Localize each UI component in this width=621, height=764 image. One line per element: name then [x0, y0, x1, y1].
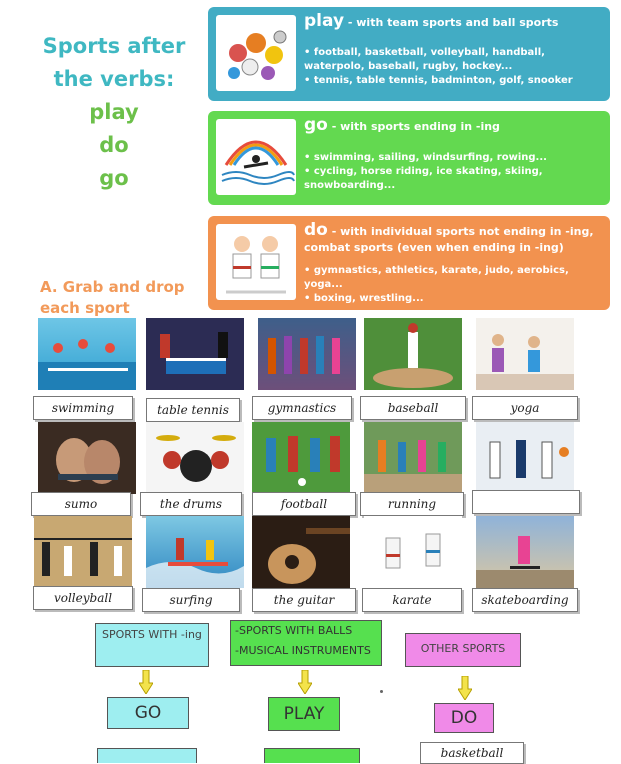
title-line-2: the verbs: [53, 67, 175, 91]
category-other: OTHER SPORTS [405, 633, 521, 667]
list-item: • gymnastics, athletics, karate, judo, aerobics, yoga... [304, 264, 604, 292]
play-drop-zone[interactable]: PLAY [268, 697, 340, 731]
sport-label-card[interactable]: surfing [142, 588, 240, 612]
title-line-1: Sports after [42, 34, 186, 58]
surfing-photo [146, 516, 244, 588]
list-item: • cycling, horse riding, ice skating, skiing, snowboarding... [304, 165, 604, 193]
go-heading [304, 117, 604, 135]
sport-label-card[interactable]: basketball [420, 742, 524, 764]
do-verb: do [304, 220, 328, 240]
list-item: • tennis, table tennis, badminton, golf, snooker [304, 74, 604, 88]
sport-label-card[interactable]: volleyball [33, 586, 133, 610]
swimming-photo [38, 318, 136, 390]
guitar-photo [252, 516, 350, 588]
verb-go: go [99, 166, 129, 190]
category-balls-line-1: -SPORTS WITH BALLS [235, 624, 353, 637]
activity-heading [40, 277, 185, 319]
play-desc: - with team sports and ball sports [347, 16, 559, 29]
verb-do: do [99, 133, 129, 157]
do-list [304, 264, 604, 306]
sport-label-card[interactable]: football [252, 492, 356, 516]
arrow-down-icon [139, 670, 153, 694]
swimmer-icon [216, 119, 296, 195]
do-desc: - with individual sports not ending in -ing, combat sports (even when ending in -ing) [304, 225, 594, 254]
list-item: • swimming, sailing, windsurfing, rowing... [304, 151, 604, 165]
baseball-photo [364, 318, 462, 390]
running-photo [364, 422, 462, 494]
table-tennis-photo [146, 318, 244, 390]
arrow-down-icon [458, 676, 472, 700]
sport-label-card[interactable]: skateboarding [472, 588, 578, 612]
gymnastics-photo [258, 318, 356, 390]
sport-label-card[interactable] [472, 490, 580, 514]
sport-label-card[interactable]: the guitar [252, 588, 356, 612]
play-verb: play [304, 11, 345, 31]
sport-label-card[interactable]: gymnastics [252, 396, 352, 420]
do-drop-zone[interactable]: DO [434, 703, 494, 733]
karate-photo [364, 516, 462, 588]
skateboarding-photo [476, 516, 574, 588]
play-answer-slot[interactable] [264, 748, 360, 763]
list-item: • football, basketball, volleyball, handball, waterpolo, baseball, rugby, hockey... [304, 46, 604, 74]
sport-label-card[interactable]: table tennis [146, 398, 240, 422]
karate-kids-icon [216, 224, 296, 300]
play-list [304, 46, 604, 88]
go-list [304, 151, 604, 193]
sport-label-card[interactable]: yoga [472, 396, 578, 420]
go-desc: - with sports ending in -ing [331, 120, 500, 133]
do-heading [304, 222, 604, 256]
category-balls [230, 620, 382, 666]
sport-label-card[interactable]: the drums [140, 492, 242, 516]
go-answer-slot[interactable] [97, 748, 197, 763]
go-verb: go [304, 115, 328, 135]
yoga-photo [476, 318, 574, 390]
page-title [28, 30, 200, 96]
sport-label-card[interactable]: running [360, 492, 464, 516]
activity-heading-line-2: each sport [40, 299, 130, 317]
sport-label-card[interactable]: baseball [360, 396, 466, 420]
play-heading [304, 13, 604, 31]
go-box [208, 111, 610, 205]
go-drop-zone[interactable]: GO [107, 697, 189, 729]
arrow-down-icon [298, 670, 312, 694]
sports-balls-icon [216, 15, 296, 91]
sumo-photo [38, 422, 136, 494]
sport-label-card[interactable]: karate [362, 588, 462, 612]
volleyball-photo [34, 516, 132, 588]
drums-photo [146, 422, 244, 494]
verb-play: play [89, 100, 139, 124]
sport-label-card[interactable]: sumo [31, 492, 131, 516]
category-ing: SPORTS WITH -ing [95, 623, 209, 667]
basketball-photo [476, 422, 574, 494]
category-balls-line-2: -MUSICAL INSTRUMENTS [235, 644, 371, 657]
football-photo [252, 422, 350, 494]
sport-label-card[interactable]: swimming [33, 396, 133, 420]
stray-dot [380, 690, 383, 693]
verb-list [28, 96, 200, 195]
list-item: • boxing, wrestling... [304, 292, 604, 306]
activity-heading-line-1: A. Grab and drop [40, 278, 185, 296]
do-box [208, 216, 610, 310]
play-box [208, 7, 610, 101]
